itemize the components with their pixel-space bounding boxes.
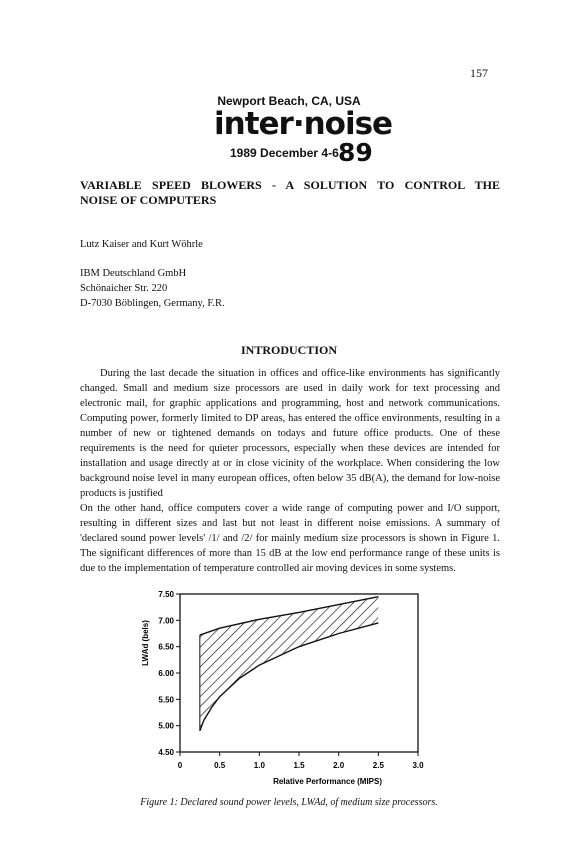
affiliation: [80, 266, 225, 311]
y-tick-label: 5.50: [158, 695, 174, 705]
x-tick-label: 2.0: [333, 761, 345, 770]
conference-logo: inter·noise: [214, 106, 393, 142]
affiliation-org: IBM Deutschland GmbH: [80, 268, 187, 279]
hatched-range-area: [200, 597, 378, 731]
x-tick-label: 1.0: [253, 761, 265, 770]
authors: Lutz Kaiser and Kurt Wöhrle: [80, 239, 203, 250]
paper-title-line1: VARIABLE SPEED BLOWERS - A SOLUTION TO CONTROL THE: [80, 178, 500, 192]
y-tick-label: 6.00: [158, 669, 174, 678]
x-tick-label: 3.0: [412, 761, 424, 770]
y-tick-label: 6.50: [158, 642, 174, 652]
affiliation-city: D-7030 Böblingen, Germany, F.R.: [80, 298, 225, 309]
page-number: 157: [470, 66, 488, 80]
conference-location: Newport Beach, CA, USA: [217, 94, 361, 108]
y-tick-label: 7.00: [158, 616, 174, 626]
x-tick-label: 1.5: [293, 761, 305, 770]
y-tick-label: 5.00: [158, 721, 174, 731]
x-axis-label: Relative Performance (MIPS): [273, 777, 383, 786]
x-tick-label: 0: [177, 761, 183, 770]
affiliation-street: Schönaicher Str. 220: [80, 283, 168, 294]
figure-1-chart: [140, 588, 440, 788]
y-tick-label: 7.50: [158, 590, 174, 599]
paragraph-2: On the other hand, office computers cover a wide range of computing power and I/O support, resulting in different sizes and last but not least in different noise emissions. A summary of 'declared sound power levels' /1/ and /2/ for mainly medium size processors is shown in Figure 1. The significant differences of more than 15 dB at the low end performance range of these units is due to the implementation of temperature controlled air moving devices in some systems.: [80, 503, 500, 574]
paragraph-1: During the last decade the situation in offices and office-like environments has significantly changed. Small and medium size processors are used in daily work for text processing and electronic mail, for graphic applications and programming, host and network communications. Computing power, formerly limited to DP areas, has entered the office environments, resulting in a number of new or tightened demands on todays and future office products. One of these requirements is the need for quieter processors, especially when these devices are intended for installation and usage directly at or in close vicinity of the workplace. When considering the low background noise level in many european offices, often below 35 dB(A), the demand for low-noise products is justified: [80, 368, 500, 499]
conference-year-badge: 89: [338, 138, 373, 167]
paper-title-line2: NOISE OF COMPUTERS: [80, 193, 217, 207]
figure-caption: Figure 1: Declared sound power levels, LWAd, of medium size processors.: [140, 797, 438, 808]
y-tick-label: 4.50: [158, 748, 174, 757]
conference-date: 1989 December 4-6: [230, 146, 339, 160]
x-tick-label: 2.5: [372, 761, 384, 770]
body-text: [80, 366, 500, 576]
section-heading: INTRODUCTION: [240, 343, 337, 357]
y-axis-label: LWAd (bels): [141, 620, 150, 666]
x-tick-label: 0.5: [214, 761, 226, 770]
